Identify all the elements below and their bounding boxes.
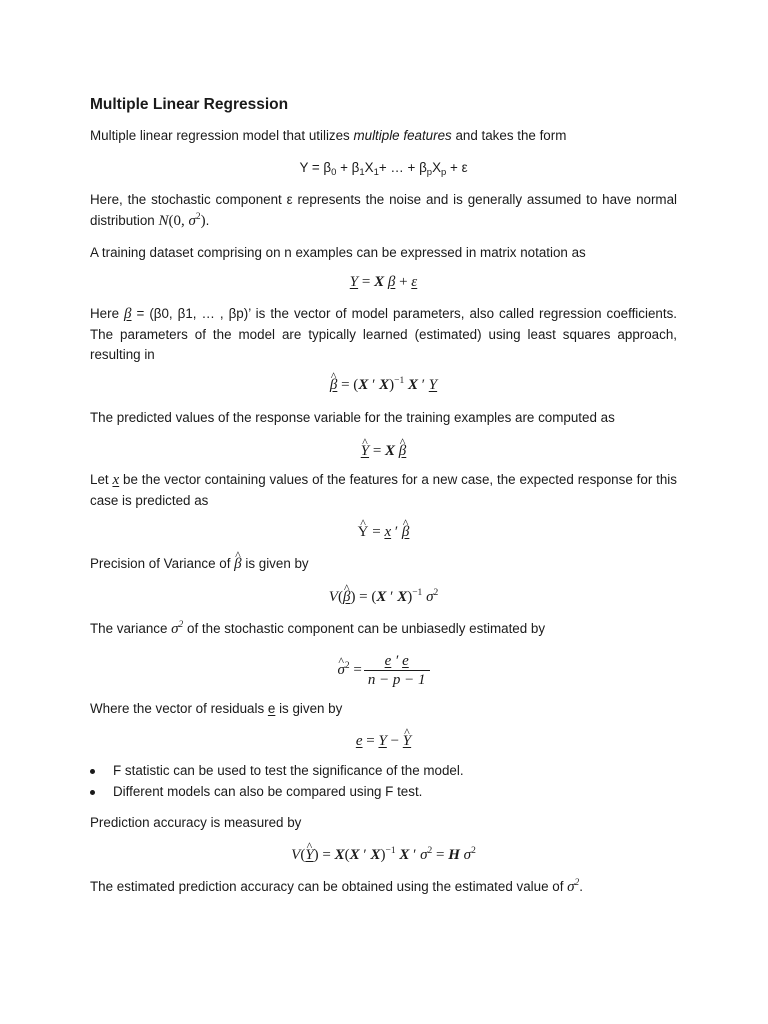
equation-sigma-estimate: ^ $\sigma^2$ = $\frac{e ' e}{n - p - 1}$ xyxy=(90,652,677,689)
bullet-list xyxy=(90,761,677,802)
paragraph-predicted-values: The predicted values of the response variable for the training examples are computed as xyxy=(90,410,615,425)
equation-prediction-accuracy: V(^ Y) = X(X ′ X)$^{-1}$ X ′ $\sigma^2 = H$ $\sigma^2$ xyxy=(90,845,677,865)
paragraph-intro: Multiple linear regression model that utilizes multiple features and takes the form xyxy=(90,128,567,143)
bullet-icon xyxy=(90,790,95,795)
paragraph-prediction-accuracy: Prediction accuracy is measured by xyxy=(90,815,302,830)
paragraph-variance-precision: Precision of Variance of ^ β is given by xyxy=(90,554,677,575)
equation-residuals: e = Y − ^ Y xyxy=(90,731,677,751)
equation-matrix-model: Y = X β + ε xyxy=(349,274,418,290)
paragraph-variance-estimate: The variance $\sigma^2$ of the stochastic component can be unbiasedly estimated by xyxy=(90,620,546,637)
section-title: Multiple Linear Regression xyxy=(90,96,289,113)
list-item: F statistic can be used to test the significance of the model. xyxy=(90,761,677,782)
equation-model-form: $Y = \beta_0 + \beta_1X_1+$ … + $\beta_pX_p + \varepsilon$ xyxy=(299,160,468,178)
equation-least-squares: ^ β = (X ′ X)$^{-1}$ X ′ Y xyxy=(90,375,677,395)
equation-new-case-prediction: ^ Y = x ′ ^ β xyxy=(90,522,677,542)
paragraph-estimated-accuracy: The estimated prediction accuracy can be obtained using the estimated value of $\sigma^2$. xyxy=(90,878,584,895)
paragraph-residuals: Where the vector of residuals e is given by xyxy=(90,701,343,716)
list-item: Different models can also be compared using F test. xyxy=(90,782,677,803)
normal-distribution-math: N(0, $\sigma^2$) xyxy=(158,211,206,229)
bullet-icon xyxy=(90,769,95,774)
equation-predicted-values: ^ Y = X ^ β xyxy=(90,441,677,461)
paragraph-matrix-notation: A training dataset comprising on n examples can be expressed in matrix notation as xyxy=(90,245,586,260)
paragraph-parameters: Here β = (β0, β1, … , βp)’ is the vector of model parameters, also called regression coefficients. The parameters of the model are typically learned (estimated) using least squares approach, resulting in xyxy=(90,306,677,362)
paragraph-new-case: Let x be the vector containing values of the features for a new case, the expected response for this case is predicted as xyxy=(90,472,677,508)
equation-variance-beta: V(^ β) = (X ′ X)$^{-1}$ $\sigma^2$ xyxy=(90,587,677,607)
document-page xyxy=(90,0,677,1024)
paragraph-noise: Here, the stochastic component ε represents the noise and is generally assumed to have normal distribution N(0, $\sigma^2$). xyxy=(90,192,677,229)
